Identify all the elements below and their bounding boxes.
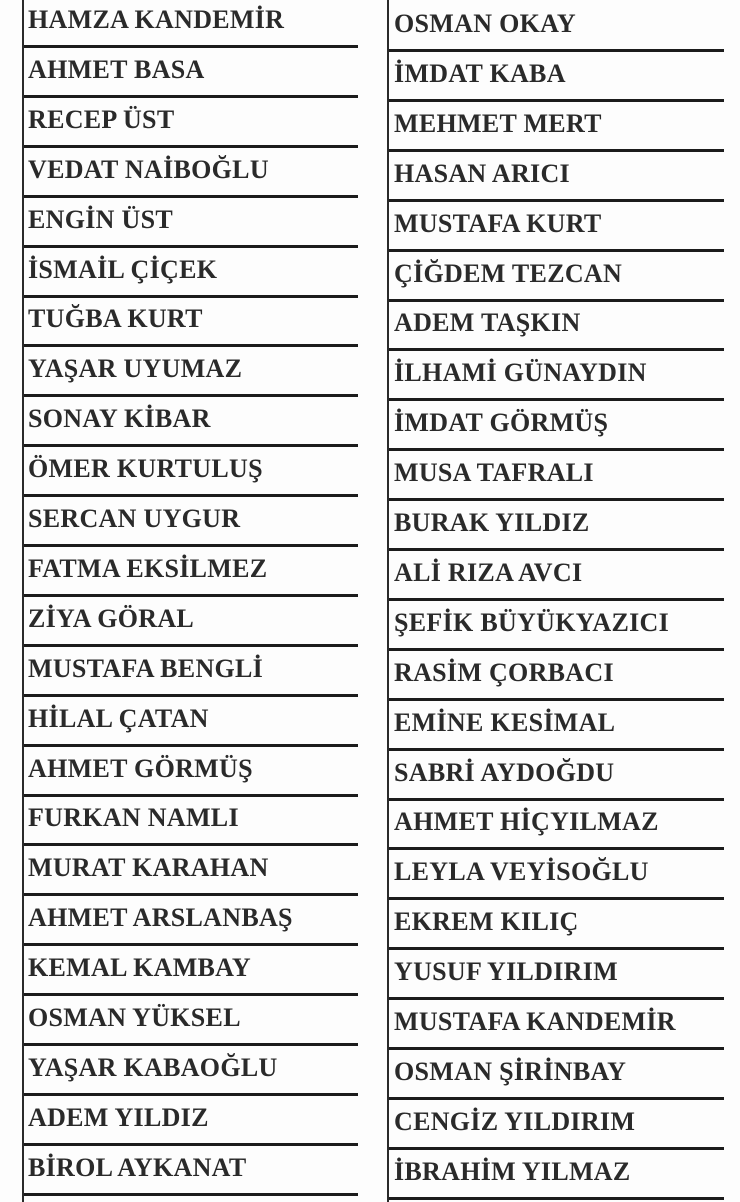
person-name: FATMA EKSİLMEZ [28, 553, 268, 583]
name-row [389, 1100, 724, 1150]
name-row [389, 601, 724, 651]
name-row [24, 547, 358, 597]
person-name: AHMET HİÇYILMAZ [394, 807, 659, 837]
name-row [389, 850, 724, 900]
name-row [389, 800, 724, 850]
person-name: AHMET ARSLANBAŞ [28, 903, 293, 933]
person-name: HASAN ARICI [394, 158, 570, 188]
name-row [389, 751, 724, 801]
name-row [24, 248, 358, 298]
person-name: ADEM YILDIZ [28, 1102, 209, 1132]
person-name: MURAT KARAHAN [28, 853, 269, 883]
person-name: FURKAN NAMLI [28, 803, 239, 833]
name-row [389, 451, 724, 501]
name-row [389, 551, 724, 601]
person-name: İLHAMİ GÜNAYDIN [394, 358, 647, 388]
person-name: ZİYA GÖRAL [28, 603, 195, 633]
name-row [24, 0, 358, 48]
person-name: MUSTAFA BENGLİ [28, 653, 264, 683]
name-row [389, 52, 724, 102]
person-name: İBRAHİM YILMAZ [394, 1156, 631, 1186]
name-row [24, 497, 358, 547]
person-name: AHMET BASA [28, 54, 205, 84]
person-name: VEDAT NAİBOĞLU [28, 154, 269, 184]
name-row [389, 351, 724, 401]
person-name: ENGİN ÜST [28, 204, 174, 234]
person-name: ŞEFİK BÜYÜKYAZICI [394, 607, 670, 637]
person-name: ÖMER KURTULUŞ [28, 454, 263, 484]
name-row [389, 950, 724, 1000]
name-row [24, 347, 358, 397]
person-name: MUSA TAFRALI [394, 458, 594, 488]
name-row [389, 1000, 724, 1050]
name-row [24, 946, 358, 996]
person-name: EMİNE KESİMAL [394, 707, 616, 737]
person-name: OSMAN OKAY [394, 9, 576, 38]
person-name: İMDAT GÖRMÜŞ [394, 408, 609, 438]
name-row [24, 597, 358, 647]
name-row [24, 896, 358, 946]
name-row [389, 152, 724, 202]
name-row [24, 1096, 358, 1146]
left-name-column [22, 0, 358, 1202]
name-row [389, 651, 724, 701]
name-row [389, 1150, 724, 1200]
person-name: ALİ RIZA AVCI [394, 557, 583, 587]
name-row [389, 401, 724, 451]
person-name: YAŞAR UYUMAZ [28, 354, 243, 384]
name-row [24, 1046, 358, 1096]
person-name: YUSUF YILDIRIM [394, 957, 619, 987]
person-name: SONAY KİBAR [28, 404, 211, 434]
name-row [24, 747, 358, 797]
name-row [24, 697, 358, 747]
person-name: HİLAL ÇATAN [28, 703, 209, 733]
person-name: BURAK YILDIZ [394, 508, 590, 537]
person-name: MUSTAFA KURT [394, 208, 602, 238]
name-row [24, 1146, 358, 1196]
person-name: LEYLA VEYİSOĞLU [394, 857, 649, 887]
person-name: BİROL AYKANAT [28, 1152, 247, 1182]
person-name: OSMAN YÜKSEL [28, 1003, 241, 1032]
name-row [24, 397, 358, 447]
person-name: KEMAL KAMBAY [28, 953, 251, 983]
person-name: RASİM ÇORBACI [394, 657, 614, 687]
name-row [24, 198, 358, 248]
person-name: RECEP ÜST [28, 104, 175, 134]
name-row [24, 996, 358, 1046]
name-row [24, 297, 358, 347]
name-row [24, 796, 358, 846]
person-name: SABRİ AYDOĞDU [394, 757, 615, 787]
name-row [389, 900, 724, 950]
name-row [389, 202, 724, 252]
person-name: TUĞBA KURT [28, 304, 203, 334]
person-name: YAŞAR KABAOĞLU [28, 1052, 278, 1082]
person-name: İSMAİL ÇİÇEK [28, 254, 218, 284]
name-row [389, 501, 724, 551]
person-name: ÇİĞDEM TEZCAN [394, 258, 623, 288]
person-name: HAMZA KANDEMİR [28, 5, 285, 34]
name-row [389, 252, 724, 302]
name-row [24, 48, 358, 98]
name-row [24, 148, 358, 198]
name-row [389, 1050, 724, 1100]
name-row [24, 98, 358, 148]
name-row [24, 647, 358, 697]
name-row [389, 301, 724, 351]
name-row [24, 846, 358, 896]
person-name: EKREM KILIÇ [394, 907, 579, 937]
person-name: AHMET GÖRMÜŞ [28, 753, 253, 783]
person-name: MUSTAFA KANDEMİR [394, 1007, 676, 1036]
person-name: CENGİZ YILDIRIM [394, 1106, 636, 1136]
person-name: SERCAN UYGUR [28, 504, 241, 533]
name-row [389, 2, 724, 52]
person-name: ADEM TAŞKIN [394, 308, 581, 338]
person-name: OSMAN ŞİRİNBAY [394, 1056, 627, 1086]
person-name: MEHMET MERT [394, 108, 602, 138]
person-name: İMDAT KABA [394, 58, 566, 88]
name-row [389, 701, 724, 751]
name-row [389, 102, 724, 152]
right-name-column [387, 0, 724, 1202]
name-row [24, 447, 358, 497]
